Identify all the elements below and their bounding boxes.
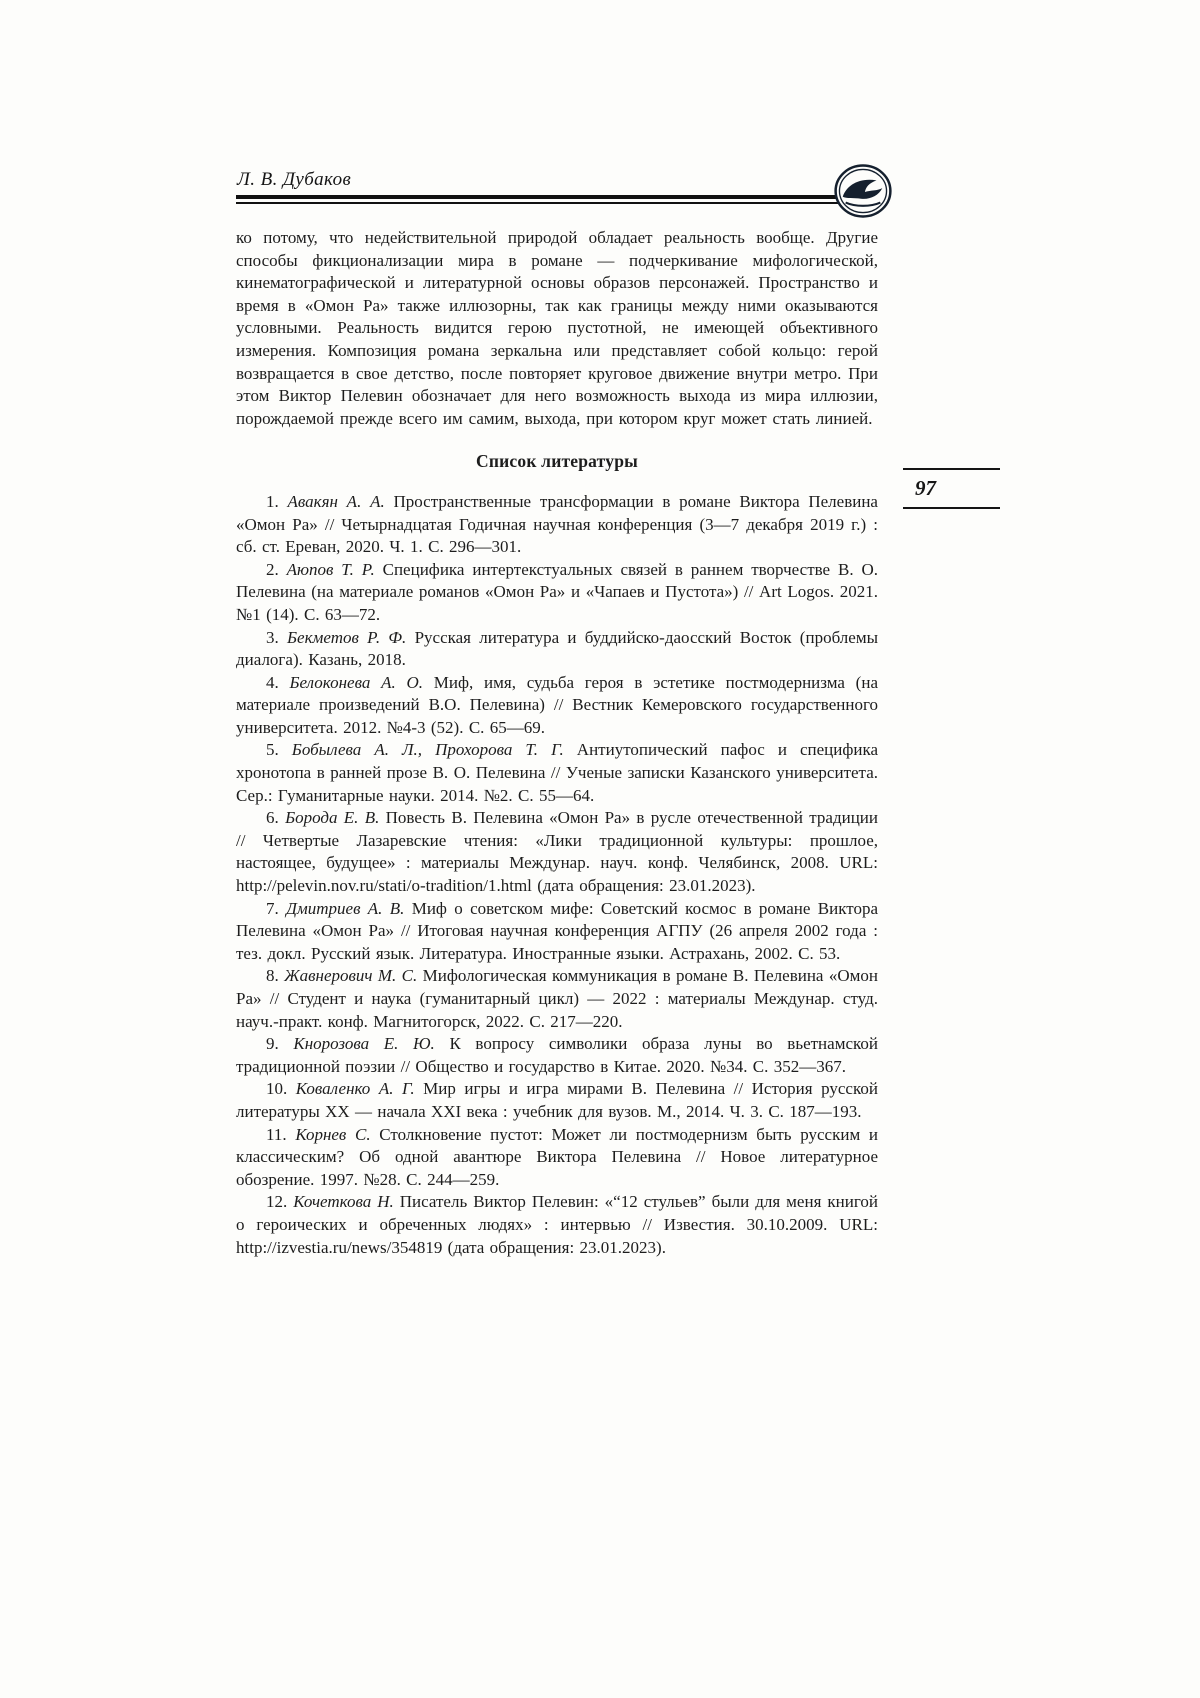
reference-authors: Корнев С.: [295, 1124, 371, 1144]
publisher-swan-logo-icon: [834, 164, 892, 218]
header-rule-thin: [236, 202, 884, 204]
reference-text: Столкновение пустот: Может ли постмодернизм быть русским и классическим? Об одной авантюре Виктора Пелевина // Новое литературное обозрение. 1997. №28. С. 244—259.: [236, 1124, 878, 1189]
reference-authors: Авакян А. А.: [287, 491, 385, 511]
reference-authors: Кочеткова Н.: [293, 1192, 394, 1212]
reference-text: Мифологическая коммуникация в романе В. Пелевина «Омон Ра» // Студент и наука (гуманитарный цикл) — 2022 : материалы Междунар. студ. науч.-практ. конф. Магнитогорск, 2022. С. 217—220.: [236, 966, 878, 1031]
reference-item-4: [236, 672, 878, 740]
reference-number: 2.: [266, 559, 279, 579]
reference-authors: Жавнерович М. С.: [284, 966, 418, 986]
reference-item-12: [236, 1191, 878, 1259]
reference-number: 11.: [266, 1124, 287, 1144]
reference-authors: Борода Е. В.: [285, 808, 380, 828]
reference-number: 7.: [266, 898, 279, 918]
reference-text: Миф, имя, судьба героя в эстетике постмодернизма (на материале произведений В.О. Пелевина) // Вестник Кемеровского государственного университета. 2012. №4-3 (52). С. 65—69.: [236, 672, 878, 737]
reference-item-10: [236, 1078, 878, 1123]
reference-item-1: [236, 491, 878, 559]
reference-item-5: [236, 739, 878, 807]
reference-item-6: [236, 807, 878, 897]
running-head-author: Л. В. Дубаков: [237, 169, 352, 190]
page-number-box: [903, 468, 1000, 509]
header-rule-thick: [236, 195, 884, 199]
reference-number: 10.: [266, 1079, 288, 1099]
reference-item-11: [236, 1124, 878, 1192]
reference-text: Антиутопический пафос и специфика хронотопа в ранней прозе В. О. Пелевина // Ученые записки Казанского университета. Сер.: Гуманитарные науки. 2014. №2. С. 55—64.: [236, 740, 878, 805]
reference-authors: Бобылева А. Л., Прохорова Т. Г.: [291, 740, 564, 760]
reference-number: 8.: [266, 966, 279, 986]
running-head: [237, 169, 351, 191]
content-column: [236, 227, 878, 1259]
reference-authors: Коваленко А. Г.: [295, 1079, 415, 1099]
reference-authors: Белоконева А. О.: [289, 672, 424, 692]
reference-item-9: [236, 1033, 878, 1078]
reference-authors: Дмитриев А. В.: [286, 898, 405, 918]
reference-number: 12.: [266, 1192, 288, 1212]
reference-authors: Кнорозова Е. Ю.: [293, 1034, 435, 1054]
reference-item-2: [236, 559, 878, 627]
page-number: 97: [915, 476, 936, 500]
reference-text: Повесть В. Пелевина «Омон Ра» в русле отечественной традиции // Четвертые Лазаревские чтения: «Лики традиционной культуры: прошлое, настоящее, будущее» : материалы Междунар. науч. конф. Челябинск, 2008. URL: http://pelevin.nov.ru/stati/o-tradition/1.html (дата обращения: 23.01.2023).: [236, 808, 878, 896]
reference-authors: Бекметов Р. Ф.: [287, 627, 407, 647]
reference-number: 4.: [266, 672, 279, 692]
reference-number: 1.: [266, 491, 279, 511]
reference-number: 6.: [266, 808, 279, 828]
reference-text: Миф о советском мифе: Советский космос в романе Виктора Пелевина «Омон Ра» // Итоговая научная конференция АГПУ (26 апреля 2002 года : тез. докл. Русский язык. Литература. Иностранные языки. Астрахань, 2002. С. 53.: [236, 898, 878, 963]
reference-text: Писатель Виктор Пелевин: «“12 стульев” были для меня книгой о героических и обреченных людях» : интервью // Известия. 30.10.2009. URL: http://izvestia.ru/news/354819 (дата обращения: 23.01.2023).: [236, 1192, 878, 1257]
reference-number: 5.: [266, 740, 279, 760]
body-paragraph: ко потому, что недействительной природой обладает реальность вообще. Другие способы фикционализации мира в романе — подчеркивание мифологической, кинематографической и литературной основы образов персонажей. Пространство и время в «Омон Ра» также иллюзорны, так как границы между ними оказываются условными. Реальность видится герою пустотной, не имеющей объективного измерения. Композиция романа зеркальна или представляет собой кольцо: герой возвращается в свое детство, после повторяет круговое движение внутри метро. При этом Виктор Пелевин обозначает для него возможность выхода из мира иллюзии, порождаемой прежде всего им самим, выхода, при котором круг может стать линией.: [236, 228, 878, 428]
reference-item-8: [236, 965, 878, 1033]
reference-item-3: [236, 627, 878, 672]
bibliography-heading: Список литературы: [476, 451, 638, 472]
reference-text: Специфика интертекстуальных связей в раннем творчестве В. О. Пелевина (на материале романов «Омон Ра» и «Чапаев и Пустота») // Art Logos. 2021. №1 (14). С. 63—72.: [236, 559, 878, 624]
reference-authors: Аюпов Т. Р.: [286, 559, 375, 579]
reference-text: Мир игры и игра мирами В. Пелевина // История русской литературы XX — начала XXI века : учебник для вузов. М., 2014. Ч. 3. С. 187—193.: [236, 1079, 878, 1121]
reference-number: 3.: [266, 627, 279, 647]
header-rule: [236, 195, 884, 204]
reference-text: Пространственные трансформации в романе Виктора Пелевина «Омон Ра» // Четырнадцатая Годичная научная конференция (3—7 декабря 2019 г.) : сб. ст. Ереван, 2020. Ч. 1. С. 296—301.: [236, 491, 878, 557]
reference-number: 9.: [266, 1034, 279, 1054]
reference-text: К вопросу символики образа луны во вьетнамской традиционной поэзии // Общество и государство в Китае. 2020. №34. С. 352—367.: [236, 1034, 878, 1076]
reference-item-7: [236, 898, 878, 966]
reference-text: Русская литература и буддийско-даосский Восток (проблемы диалога). Казань, 2018.: [236, 627, 878, 670]
